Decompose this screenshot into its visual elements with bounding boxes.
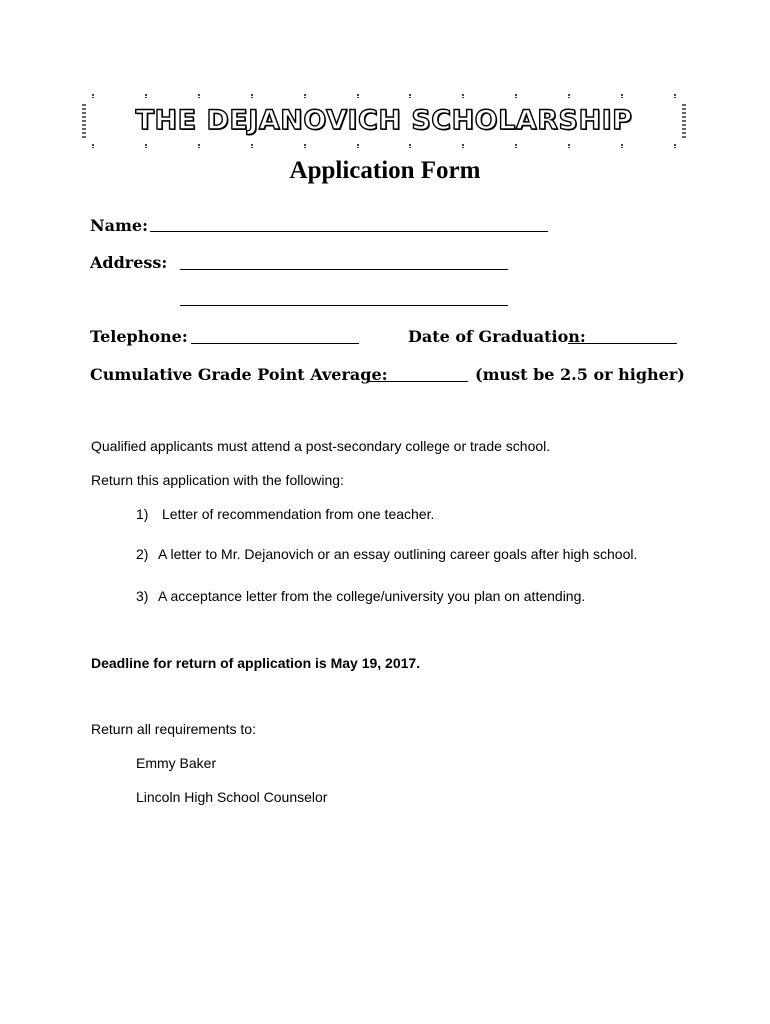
requirement-1-text: Letter of recommendation from one teacher. [162, 506, 435, 522]
graduation-date-field-line[interactable] [568, 343, 677, 344]
address-field-line-2[interactable] [180, 305, 508, 306]
contact-title: Lincoln High School Counselor [136, 789, 328, 805]
deadline-text: Deadline for return of application is May 19, 2017. [91, 655, 421, 671]
return-to-text: Return all requirements to: [91, 721, 256, 737]
name-field-line[interactable] [150, 231, 548, 232]
address-field-line-1[interactable] [180, 269, 508, 270]
gpa-label: Cumulative Grade Point Average: [90, 365, 388, 384]
scholarship-title: THE DEJANOVICH SCHOLARSHIP [135, 105, 633, 136]
telephone-field-line[interactable] [191, 343, 359, 344]
graduation-date-label: Date of Graduation: [408, 327, 586, 346]
name-label: Name: [90, 216, 149, 235]
telephone-label: Telephone: [90, 327, 188, 346]
gpa-note: (must be 2.5 or higher) [475, 365, 685, 384]
title-banner [82, 94, 686, 148]
requirement-3-number: 3) [136, 588, 149, 604]
requirement-3-text: A acceptance letter from the college/university you plan on attending. [158, 588, 586, 604]
qualified-text: Qualified applicants must attend a post-secondary college or trade school. [91, 438, 551, 454]
contact-name: Emmy Baker [136, 755, 217, 771]
requirement-1-number: 1) [136, 506, 149, 522]
title-border-top [92, 94, 676, 98]
requirement-2-text: A letter to Mr. Dejanovich or an essay outlining career goals after high school. [158, 546, 638, 562]
requirement-2-number: 2) [136, 546, 149, 562]
address-label: Address: [90, 253, 168, 272]
form-subtitle: Application Form [289, 157, 481, 184]
return-with-text: Return this application with the following: [91, 472, 344, 488]
title-border-bottom [92, 144, 676, 148]
gpa-field-line[interactable] [368, 381, 468, 382]
